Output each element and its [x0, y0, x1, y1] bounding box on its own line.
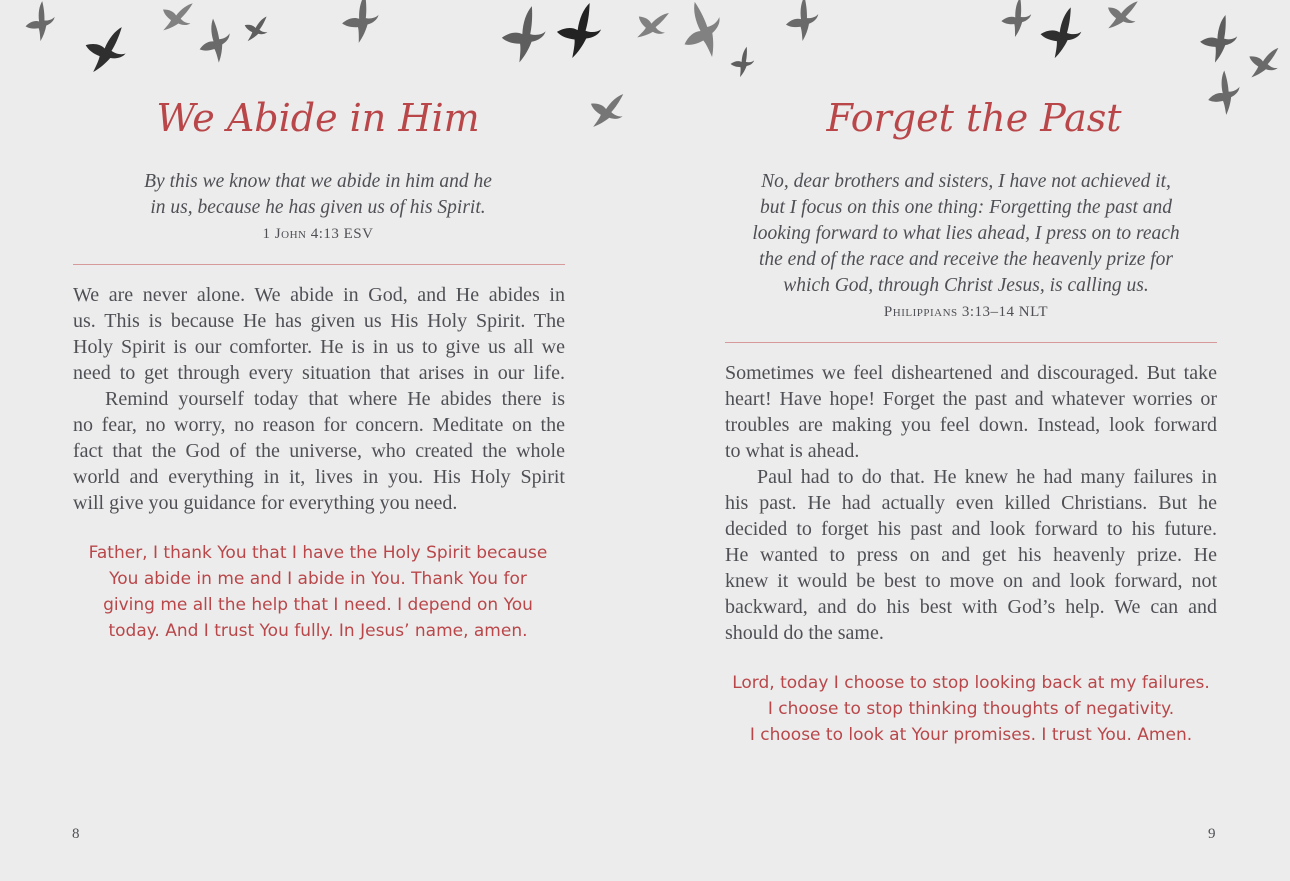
devotion-body — [725, 360, 1217, 646]
verse-line: in us, because he has given us of his Spirit. — [150, 197, 486, 218]
body-line: knew it would be best to move on and look forward, not — [725, 570, 1217, 592]
body-line: troubles are making you feel down. Instead, look forward — [725, 414, 1217, 436]
body-line: We are never alone. We abide in God, and He abides in — [73, 284, 565, 306]
body-line: decided to forget his past and look forward to his future. — [725, 518, 1217, 540]
prayer-line: You abide in me and I abide in You. Thank You for — [109, 569, 527, 589]
body-line: his past. He had actually even killed Christians. But he — [725, 492, 1217, 514]
prayer-line: I choose to stop thinking thoughts of negativity. — [767, 699, 1175, 719]
body-line: He wanted to press on and get his heavenly prize. He — [725, 544, 1217, 566]
body-line: should do the same. — [725, 622, 884, 644]
devotion-title: We Abide in Him — [156, 96, 480, 140]
verse-line: No, dear brothers and sisters, I have not achieved it, — [761, 171, 1171, 192]
prayer-line: today. And I trust You fully. In Jesus’ name, amen. — [108, 621, 528, 641]
body-line: Paul had to do that. He knew he had many failures in — [757, 466, 1217, 488]
divider-rule — [725, 342, 1217, 343]
body-line: Holy Spirit is our comforter. He is in us to give us all we — [73, 336, 565, 358]
body-line: Sometimes we feel disheartened and discouraged. But take — [725, 362, 1217, 384]
divider-rule — [73, 264, 565, 265]
body-line: backward, and do his best with God’s help. We can and — [725, 596, 1217, 618]
body-line: need to get through every situation that arises in our life. — [73, 362, 565, 384]
scripture-reference: 1 John 4:13 ESV — [262, 226, 374, 242]
verse-line: the end of the race and receive the heavenly prize for — [758, 249, 1174, 270]
right-page — [645, 0, 1290, 881]
prayer — [716, 670, 1226, 748]
page-number: 9 — [1208, 826, 1216, 842]
prayer-line: I choose to look at Your promises. I trust You. Amen. — [749, 725, 1193, 745]
prayer-line: Lord, today I choose to stop looking back at my failures. — [732, 673, 1210, 693]
verse-line: By this we know that we abide in him and he — [144, 171, 492, 192]
body-line: us. This is because He has given us His Holy Spirit. The — [73, 310, 565, 332]
scripture-verse — [716, 169, 1216, 299]
body-line: fact that the God of the universe, who created the whole — [73, 440, 565, 462]
prayer-line: Father, I thank You that I have the Holy Spirit because — [88, 543, 548, 563]
page-number: 8 — [72, 826, 80, 842]
devotion-body — [73, 282, 565, 516]
scripture-reference: Philippians 3:13–14 NLT — [883, 304, 1049, 320]
body-line: no fear, no worry, no reason for concern. Meditate on the — [73, 414, 565, 436]
devotion-title: Forget the Past — [826, 96, 1122, 140]
body-line: world and everything in it, lives in you. His Holy Spirit — [73, 466, 565, 488]
verse-line: which God, through Christ Jesus, is calling us. — [783, 275, 1149, 296]
verse-line: but I focus on this one thing: Forgetting the past and — [760, 197, 1172, 218]
verse-line: looking forward to what lies ahead, I press on to reach — [752, 223, 1180, 244]
body-line: will give you guidance for everything you need. — [73, 492, 458, 514]
body-line: Remind yourself today that where He abides there is — [105, 388, 565, 410]
body-line: heart! Have hope! Forget the past and whatever worries or — [725, 388, 1217, 410]
prayer — [68, 540, 568, 644]
scripture-verse — [68, 169, 568, 221]
body-line: to what is ahead. — [725, 440, 860, 462]
prayer-line: giving me all the help that I need. I depend on You — [103, 595, 533, 615]
